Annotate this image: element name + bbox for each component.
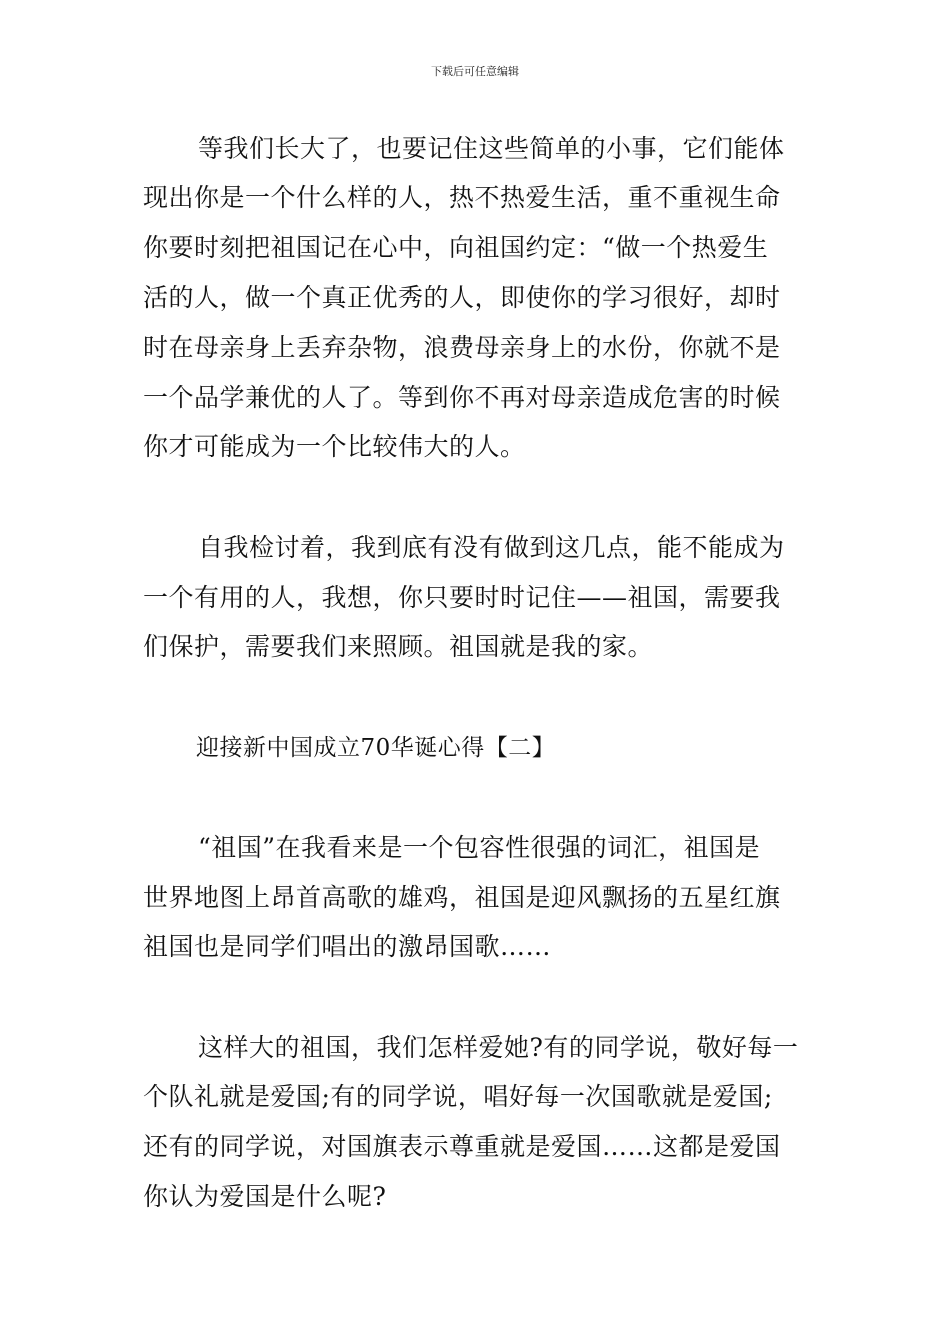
paragraph-line: 祖国也是同学们唱出的激昂国歌…… [143,932,552,961]
paragraph-line: 你认为爱国是什么呢? [143,1182,387,1211]
paragraph-line: “祖国”在我看来是一个包容性很强的词汇，祖国是 [198,833,761,862]
paragraph-line: 活的人，做一个真正优秀的人，即使你的学习很好，却时 [143,283,781,312]
paragraph-line: 们保护，需要我们来照顾。祖国就是我的家。 [143,632,654,661]
paragraph-line: 等我们长大了，也要记住这些简单的小事，它们能体 [198,134,785,163]
paragraph-line: 这样大的祖国，我们怎样爱她?有的同学说，敬好每一 [198,1033,799,1062]
paragraph-line: 世界地图上昂首高歌的雄鸡，祖国是迎风飘扬的五星红旗 [143,883,781,912]
paragraph-line: 你才可能成为一个比较伟大的人。 [143,432,526,461]
paragraph-line: 时在母亲身上丢弃杂物，浪费母亲身上的水份，你就不是 [143,333,781,362]
section-heading: 迎接新中国成立70华诞心得【二】 [196,735,556,761]
paragraph-line: 你要时刻把祖国记在心中，向祖国约定：“做一个热爱生 [143,233,769,262]
paragraph-line: 个队礼就是爱国;有的同学说，唱好每一次国歌就是爱国; [143,1082,773,1111]
paragraph-line: 一个品学兼优的人了。等到你不再对母亲造成危害的时候 [143,383,781,412]
paragraph-line: 一个有用的人，我想，你只要时时记住——祖国，需要我 [143,583,781,612]
paragraph-line: 现出你是一个什么样的人，热不热爱生活，重不重视生命 [143,183,781,212]
paragraph-line: 还有的同学说，对国旗表示尊重就是爱国……这都是爱国 [143,1132,781,1161]
paragraph-line: 自我检讨着，我到底有没有做到这几点，能不能成为 [198,533,785,562]
page-header: 下载后可任意编辑 [431,65,519,78]
